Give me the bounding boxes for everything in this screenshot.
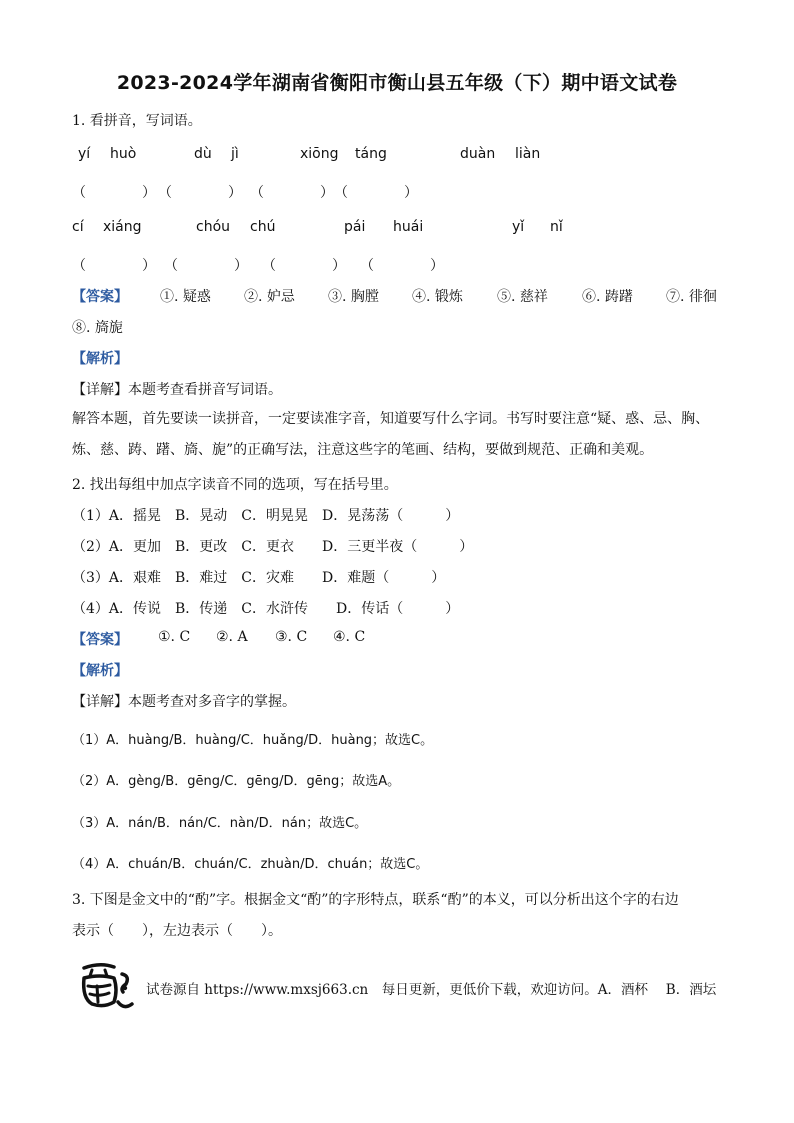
- q2-explain: （2）A．gèng/B．gēng/C．gēng/D．gēng；故选A。: [72, 774, 401, 789]
- q3-stem-line-2: 表示（ ），左边表示（ ）。: [72, 923, 282, 939]
- pinyin-syllable: duàn: [460, 146, 496, 162]
- detail-line: [72, 691, 296, 711]
- pinyin-syllable: nǐ: [550, 219, 563, 235]
- answer-item: ②. 妒忌: [244, 289, 295, 305]
- q2-item: （2）A．更加 B．更改 C．更衣 D．三更半夜（ ）: [72, 539, 474, 555]
- answer-item: ⑧. 旖旎: [72, 320, 123, 336]
- detail-tag: 【详解】: [72, 382, 128, 398]
- detail-text: 本题考查看拼音写词语。: [128, 382, 282, 398]
- pinyin-syllable: pái: [344, 219, 366, 235]
- answer-blank[interactable]: （ ）: [334, 185, 418, 201]
- q2-explain: （4）A．chuán/B．chuán/C．zhuàn/D．chuán；故选C。: [72, 857, 429, 872]
- pinyin-syllable: dù: [194, 146, 212, 162]
- answer-item: ①. 疑惑: [160, 289, 211, 305]
- answer-blank[interactable]: （ ）: [72, 185, 156, 201]
- q1-stem: 1. 看拼音，写词语。: [72, 113, 202, 129]
- pinyin-syllable: chú: [250, 219, 276, 235]
- detail-line: [72, 379, 282, 399]
- answer-item: ⑦. 徘徊: [666, 289, 717, 305]
- answer-tag: 【答案】: [72, 632, 128, 648]
- detail-tag: 【详解】: [72, 694, 128, 710]
- answer-item: ③. C: [275, 629, 308, 645]
- pinyin-syllable: liàn: [515, 146, 541, 162]
- q2-item: （1）A．摇晃 B．晃动 C．明晃晃 D．晃荡荡（ ）: [72, 508, 460, 524]
- explain-paragraph: 解答本题，首先要读一读拼音，一定要读准字音，知道要写什么字词。书写时要注意“疑、惑、忌、胸、炼、慈、踌、躇、旖、旎”的正确写法，注意这些字的笔画、结构，要做到规范、正确和美观。: [72, 411, 710, 458]
- answer-item: ③. 胸膛: [328, 289, 379, 305]
- pinyin-syllable: jì: [231, 146, 239, 162]
- answer-item: ④. 锻炼: [412, 289, 463, 305]
- q2-item: （3）A．艰难 B．难过 C．灾难 D．难题（ ）: [72, 570, 446, 586]
- answer-blank[interactable]: （ ）: [164, 258, 248, 274]
- pinyin-syllable: xiáng: [103, 219, 142, 235]
- answer-blank[interactable]: （ ）: [250, 185, 334, 201]
- answer-tag: 【答案】: [72, 289, 128, 305]
- answer-item: ①. C: [158, 629, 191, 645]
- q2-stem: 2. 找出每组中加点字读音不同的选项，写在括号里。: [72, 477, 398, 493]
- analysis-tag: 【解析】: [72, 351, 128, 367]
- q2-explain: （3）A．nán/B．nán/C．nàn/D．nán；故选C。: [72, 816, 368, 831]
- q2-explain: （1）A．huàng/B．huàng/C．huǎng/D．huàng；故选C。: [72, 733, 434, 748]
- pinyin-syllable: chóu: [196, 219, 231, 235]
- q2-item: （4）A．传说 B．传递 C．水浒传 D．传话（ ）: [72, 601, 460, 617]
- answer-blank[interactable]: （ ）: [72, 258, 156, 274]
- bronze-inscription-zhuo-image: [78, 958, 136, 1014]
- answer-blank[interactable]: （ ）: [262, 258, 346, 274]
- pinyin-syllable: huò: [110, 146, 137, 162]
- answer-item: ②. A: [216, 629, 248, 645]
- pinyin-syllable: táng: [355, 146, 387, 162]
- q3-source-line: 试卷源自 https://www.mxsj663.cn 每日更新，更低价下载，欢迎访问。A．酒杯 B．酒坛: [146, 982, 717, 998]
- answer-item: ⑤. 慈祥: [497, 289, 548, 305]
- detail-text: 本题考查对多音字的掌握。: [128, 694, 296, 710]
- page-title: 2023-2024学年湖南省衡阳市衡山县五年级（下）期中语文试卷: [116, 72, 678, 94]
- pinyin-syllable: yí: [78, 146, 91, 162]
- answer-item: ④. C: [333, 629, 366, 645]
- pinyin-syllable: yǐ: [512, 219, 525, 235]
- pinyin-syllable: xiōng: [300, 146, 339, 162]
- answer-blank[interactable]: （ ）: [158, 185, 242, 201]
- answer-item: ⑥. 踌躇: [582, 289, 633, 305]
- pinyin-syllable: cí: [72, 219, 84, 235]
- answer-blank[interactable]: （ ）: [360, 258, 444, 274]
- q3-stem-line-1: 3. 下图是金文中的“酌”字。根据金文“酌”的字形特点，联系“酌”的本义，可以分析出这个字的右边: [72, 892, 679, 908]
- pinyin-syllable: huái: [393, 219, 424, 235]
- analysis-tag: 【解析】: [72, 663, 128, 679]
